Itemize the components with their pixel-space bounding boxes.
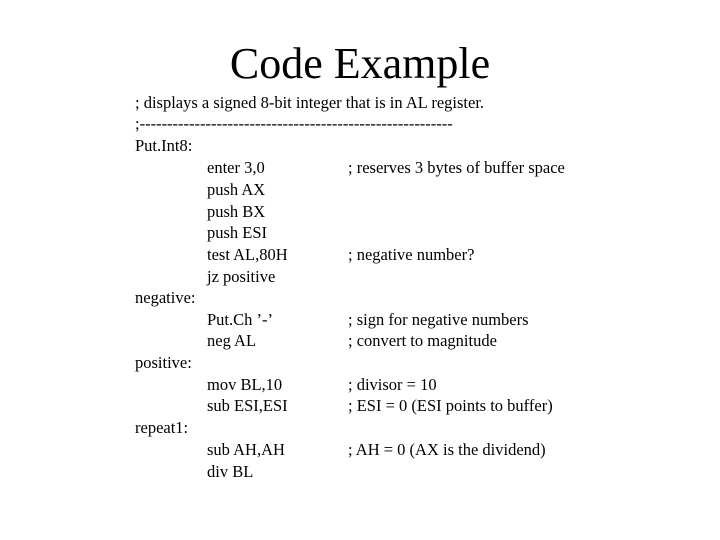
code-instruction: push AX [207,180,266,199]
code-comment: ; sign for negative numbers [348,310,529,329]
separator-comment: ;--------------------------------------------------------- [135,114,453,133]
code-instruction: sub AH,AH [207,440,285,459]
code-instruction: div BL [207,462,254,481]
code-comment: ; reserves 3 bytes of buffer space [348,158,565,177]
code-instruction: push ESI [207,223,268,242]
slide-title: Code Example [229,39,491,88]
code-instruction: neg AL [207,331,257,350]
code-instruction: enter 3,0 [207,158,265,177]
code-comment: ; negative number? [348,245,475,264]
label-repeat: repeat1: [135,418,189,437]
code-instruction: test AL,80H [207,245,288,264]
label-positive: positive: [135,353,192,372]
code-comment: ; divisor = 10 [348,375,437,394]
label-negative: negative: [135,288,196,307]
code-comment: ; ESI = 0 (ESI points to buffer) [348,396,553,415]
code-instruction: mov BL,10 [207,375,283,394]
code-instruction: push BX [207,202,266,221]
code-instruction: jz positive [207,267,276,286]
code-comment: ; convert to magnitude [348,331,497,350]
code-instruction: sub ESI,ESI [207,396,288,415]
header-comment: ; displays a signed 8-bit integer that is in AL register. [135,93,485,112]
proc-label: Put.Int8: [135,136,193,155]
code-instruction: Put.Ch ’-’ [207,310,273,329]
code-comment: ; AH = 0 (AX is the dividend) [348,440,546,459]
